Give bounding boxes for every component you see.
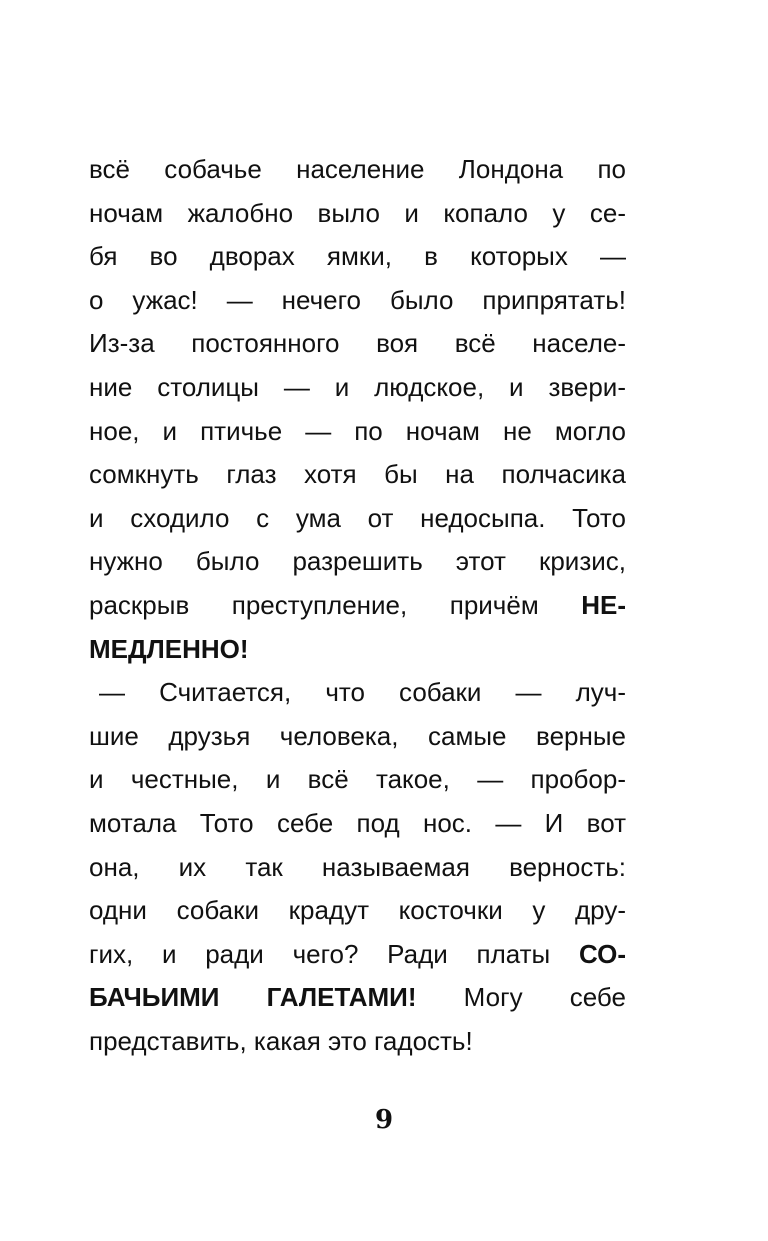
text-line: одни собаки крадут косточки у дру- (89, 895, 626, 926)
text-line: ное, и птичье — по ночам не могло (89, 415, 626, 446)
paragraph-1 (89, 148, 626, 671)
text-line: представить, какая это гадость! (89, 1025, 473, 1056)
text-line: и сходило с ума от недосыпа. Тото (89, 502, 626, 533)
text-line (89, 584, 626, 628)
bold-text: БАЧЬИМИ ГАЛЕТАМИ! (89, 982, 417, 1013)
book-text (89, 148, 626, 1063)
paragraph-2 (89, 671, 626, 1063)
text-line: сомкнуть глаз хотя бы на полчасика (89, 459, 626, 490)
text-line: и честные, и всё такое, — пробор- (89, 764, 626, 795)
bold-text: МЕДЛЕННО! (89, 633, 249, 664)
text-run: раскрыв преступление, причём (89, 589, 539, 620)
text-line (89, 933, 626, 977)
text-line: ночам жалобно выло и копало у се- (89, 197, 626, 228)
text-line (89, 976, 626, 1020)
text-line: она, их так называемая верность: (89, 851, 626, 882)
bold-text: НЕ- (581, 589, 626, 620)
text-line: нужно было разрешить этот кризис, (89, 546, 626, 577)
bold-text: СО- (578, 938, 626, 969)
text-line: всё собачье население Лондона по (89, 154, 626, 184)
text-line (89, 628, 626, 672)
text-line: шие друзья человека, самые верные (89, 720, 626, 751)
text-line: мотала Тото себе под нос. — И вот (89, 807, 626, 838)
text-line: — Считается, что собаки — луч- (99, 677, 626, 708)
text-line: Из-за постоянного воя всё населе- (89, 328, 626, 359)
text-line: о ужас! — нечего было припрятать! (89, 284, 626, 315)
text-line: ние столицы — и людское, и звери- (89, 371, 626, 402)
page-number: 9 (374, 1105, 394, 1135)
text-run: гих, и ради чего? Ради платы (89, 938, 551, 969)
text-run: Могу себе (463, 982, 626, 1013)
text-line: бя во дворах ямки, в которых — (89, 241, 626, 272)
